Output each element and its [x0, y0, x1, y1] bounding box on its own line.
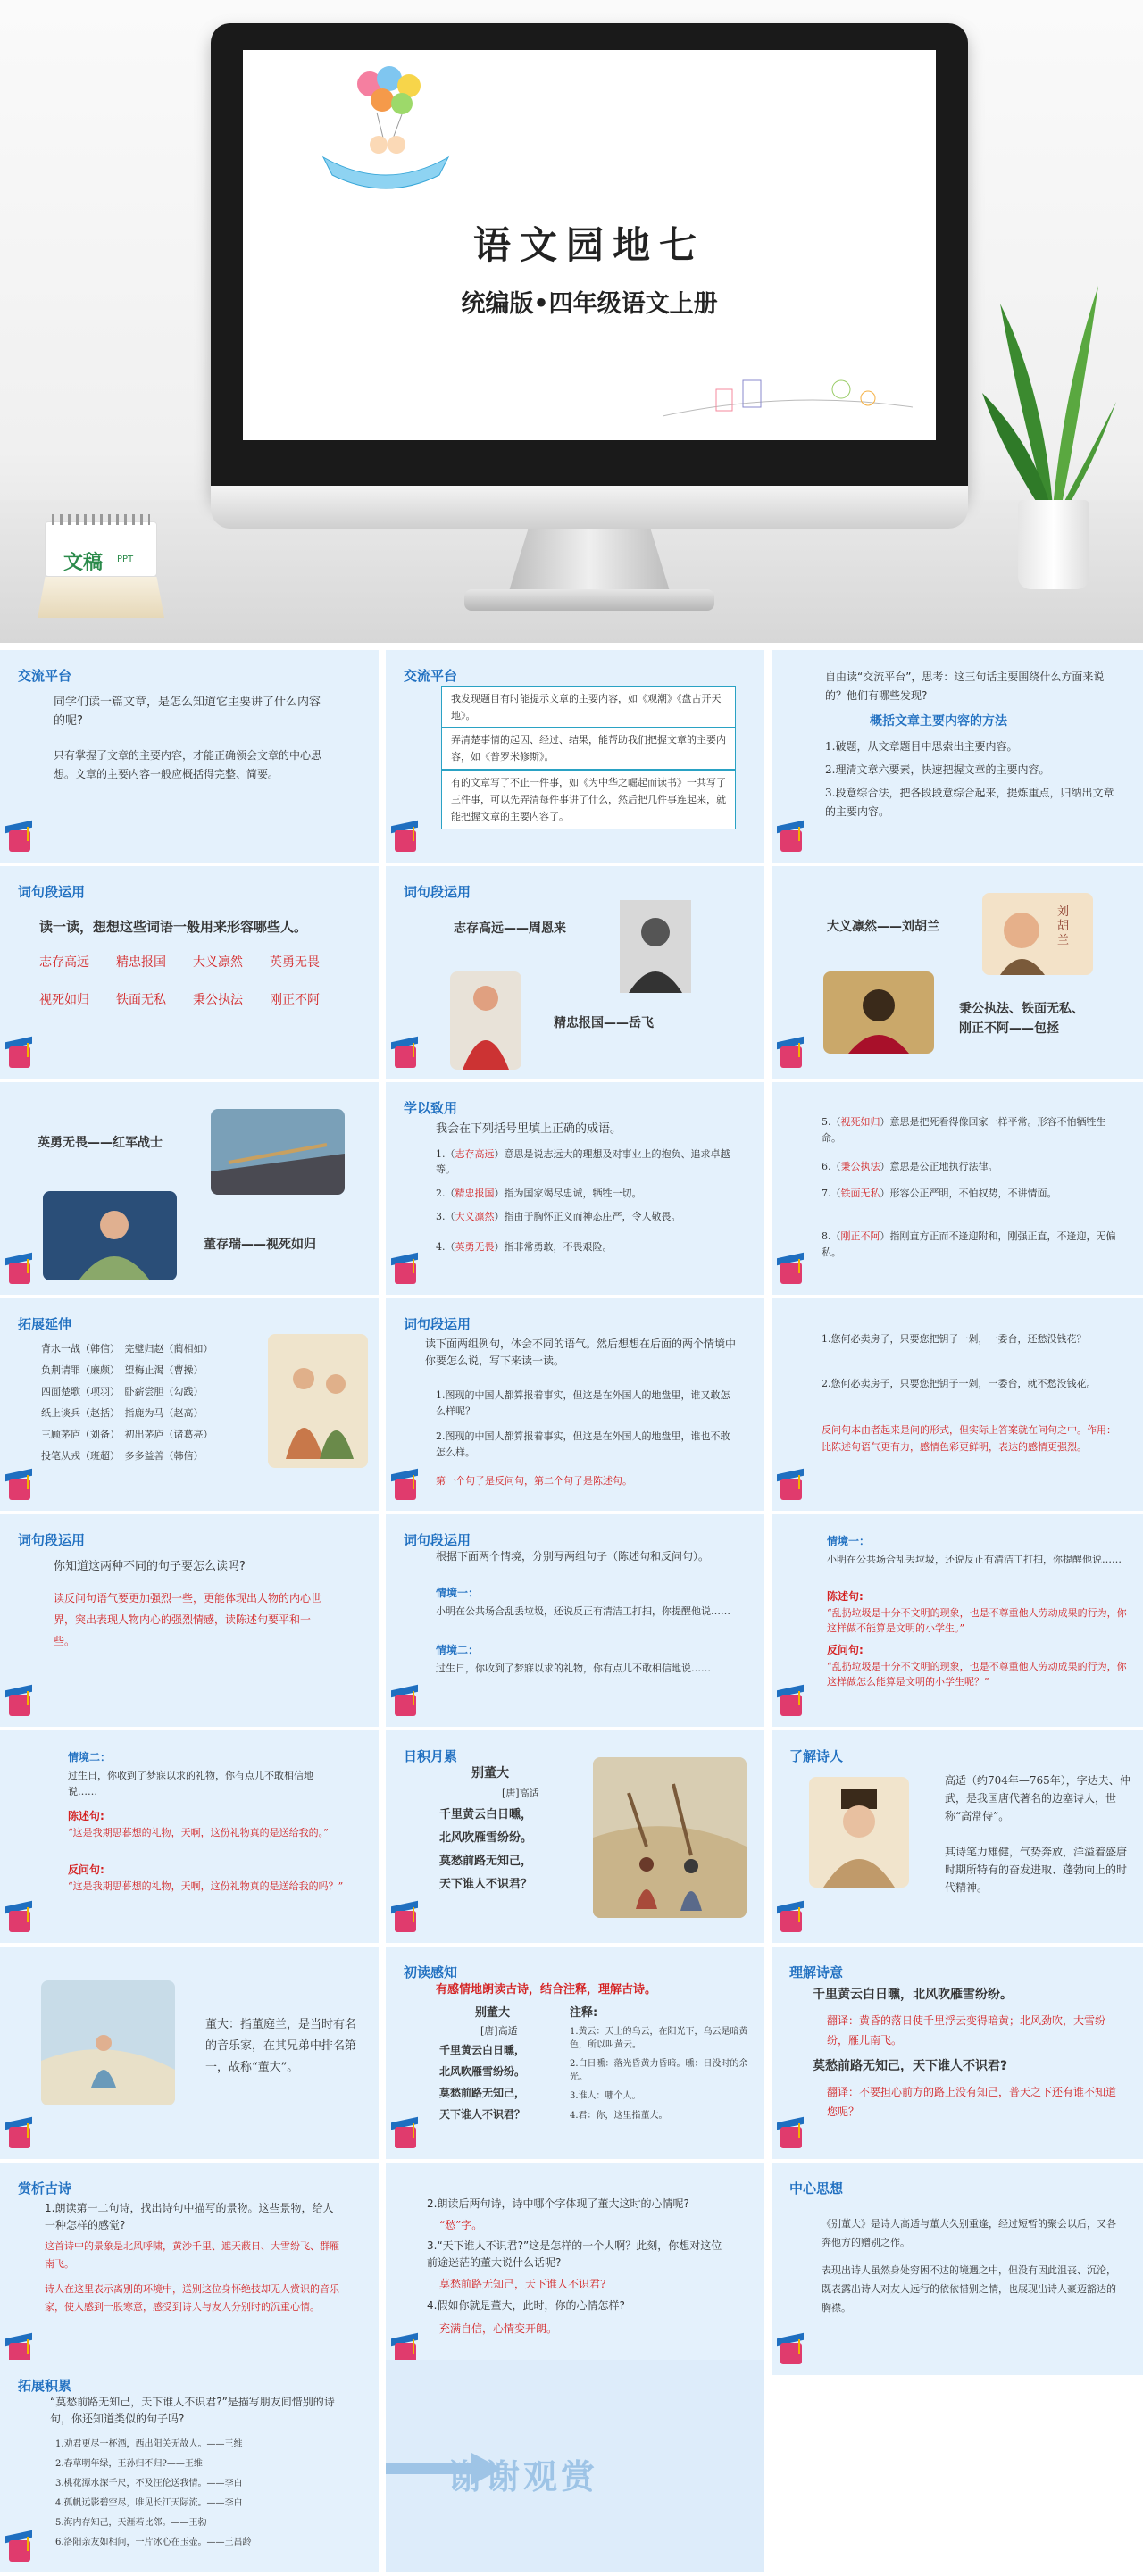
verse-5: 5.海内存知己，天涯若比邻。——王勃 [55, 2518, 207, 2528]
book-icon [777, 2114, 807, 2152]
scenario-1-text: 小明在公共场合乱丢垃圾，还说反正有清洁工打扫，你提醒他说…… [436, 1605, 730, 1617]
scenario-1-text: 小明在公共场合乱丢垃圾，还说反正有清洁工打扫，你提醒他说…… [827, 1554, 1122, 1565]
scenario-1-label: 情境一： [827, 1535, 871, 1547]
tip-box-3: 有的文章写了不止一件事，如《为中华之崛起而读书》一共写了三件事，可以先弄清每件事讲了什么，然后把几件事连起来，就能把握文章的主要内容了。 [441, 770, 736, 829]
scenario-2-label: 情境二： [68, 1751, 112, 1763]
logo-text: 文稿 [63, 552, 104, 574]
poet-style: 其诗笔力雄健，气势奔放，洋溢着盛唐时期所特有的奋发进取、蓬勃向上的时代精神。 [945, 1846, 1128, 1894]
book-icon [5, 2528, 36, 2565]
slide-appreciation-1 [0, 2163, 379, 2375]
slide-scenario-2-answers [0, 1730, 379, 1943]
slide-poem [386, 1730, 764, 1943]
idiom-row-6: 投笔从戎（班超） 多多益善（韩信） [41, 1450, 204, 1462]
fill-item-1: 1.（志存高远）意思是说志远大的理想及对事业上的抱负、追求卓越等。 [436, 1148, 730, 1175]
book-icon [5, 1898, 36, 1936]
poem-couplet-1: 千里黄云白日曛，北风吹雁雪纷纷。 [813, 1988, 1013, 2002]
question-2: 2.朗读后两句诗，诗中哪个字体现了董大这时的心情呢? [427, 2197, 689, 2210]
logo-sub: PPT [117, 554, 134, 564]
word-2: 精忠报国 [116, 955, 166, 970]
calendar-stand [38, 577, 164, 618]
poem-title: 别董大 [471, 1766, 509, 1780]
idiom-row-3: 四面楚歌（项羽） 卧薪尝胆（勾践） [41, 1386, 204, 1397]
question-3: 3.“天下谁人不识君?”这是怎样的一个人啊？此刻，你想对这位前途迷茫的董大说什么话呢? [427, 2239, 722, 2269]
notes-title: 注释: [570, 2006, 598, 2020]
slide-methods [772, 650, 1143, 863]
question-text: 你知道这两种不同的句子要怎么读吗? [54, 1560, 246, 1573]
slide-thanks [386, 2360, 764, 2572]
painting-red-army [211, 1109, 345, 1195]
intro-text: 读下面两组例句，体会不同的语气。然后想想在后面的两个情境中你要怎么说，写下来读一读。 [425, 1338, 737, 1367]
example-note: 第一个句子是反问句，第二个句子是陈述句。 [436, 1475, 632, 1487]
word-5: 视死如归 [39, 993, 89, 1007]
example-2: 2.图现的中国人都算报着事实，但这是在外国人的地盘里，谁也不敢怎么样。 [436, 1430, 730, 1458]
rhetorical-label: 反问句: [827, 1644, 864, 1656]
book-icon [391, 1898, 421, 1936]
answer-3: 莫愁前路无知己，天下谁人不识君? [439, 2278, 606, 2290]
slide-apply-1 [386, 1082, 764, 1295]
slide-header: 词句段运用 [404, 884, 471, 900]
slide-words [0, 866, 379, 1079]
slide-extension [0, 2360, 379, 2572]
slide-header: 初读感知 [404, 1964, 458, 1980]
book-icon [5, 1034, 36, 1071]
painting-yue-fei [450, 971, 521, 1070]
idiom-row-2: 负荆请罪（廉颇） 望梅止渴（曹操） [41, 1364, 204, 1376]
tip-box-2: 弄清楚事情的起因、经过、结果，能帮助我们把握文章的主要内容，如《普罗米修斯》。 [441, 727, 736, 770]
dong-da-note: 董大：指董庭兰，是当时有名的音乐家，在其兄弟中排名第一，故称“董大”。 [205, 2018, 357, 2074]
slide-scenarios [386, 1514, 764, 1727]
monitor [211, 23, 968, 505]
word-4: 英勇无畏 [270, 955, 320, 970]
slide-tone-1 [386, 1298, 764, 1511]
pair-liu-hulan: 大义凛然——刘胡兰 [827, 920, 939, 934]
instruction: 有感情地朗读古诗，结合注释，理解古诗。 [436, 1983, 657, 1997]
body-text: 只有掌握了文章的主要内容，才能正确领会文章的中心思想。文章的主要内容一般应概括得完整、简要。 [54, 749, 322, 780]
pair-yue-fei: 精忠报国——岳飞 [554, 1016, 654, 1030]
town-doodle [663, 354, 913, 425]
answer-text: 读反问句语气要更加强烈一些，更能体现出人物的内心世界，突出表现人物内心的强烈情感，读陈述句要平和一些。 [54, 1592, 322, 1647]
rhetorical-answer: “乱扔垃圾是十分不文明的现象，也是不尊重他人劳动成果的行为，你这样做怎么能算是文明的小学生呢？” [827, 1661, 1127, 1688]
verse-1: 1.劝君更尽一杯酒，西出阳关无故人。——王维 [55, 2439, 243, 2449]
idiom-row-1: 背水一战（韩信） 完璧归赵（蔺相如） [41, 1343, 213, 1355]
book-icon [391, 1250, 421, 1288]
calendar-rings [52, 514, 150, 525]
book-icon [5, 1250, 36, 1288]
book-icon [391, 2114, 421, 2152]
slide-header: 学以致用 [404, 1100, 458, 1116]
question-text: 1.朗读第一二句诗，找出诗句中描写的景物。这些景物，给人一种怎样的感觉? [45, 2202, 334, 2231]
slide-exchange-1 [0, 650, 379, 863]
method-2: 2.理清文章六要素，快速把握文章的主要内容。 [825, 763, 1050, 776]
plant-pot [1018, 500, 1089, 589]
illustration-dong-da [41, 1980, 175, 2105]
method-3: 3.段意综合法，把各段段意综合起来，提炼重点，归纳出文章的主要内容。 [825, 787, 1114, 818]
slide-exchange-2 [386, 650, 764, 863]
example-1: 1.图现的中国人都算报着事实，但这是在外国人的地盘里，谁又敢怎么样呢？ [436, 1389, 730, 1417]
painting-dong-cunrui [43, 1191, 177, 1280]
portrait-zhou-enlai [620, 900, 691, 993]
word-6: 铁面无私 [116, 993, 166, 1007]
slide-header: 拓展延伸 [18, 1316, 72, 1332]
fill-item-2: 2.（精忠报国）指为国家竭尽忠诚，牺牲一切。 [436, 1188, 642, 1199]
slide-header: 词句段运用 [18, 1532, 86, 1548]
slide-header: 词句段运用 [404, 1316, 471, 1332]
rhetorical-answer: “这是我期思暮想的礼物，天啊，这份礼物真的是送给我的吗？” [68, 1880, 344, 1892]
statement-label: 陈述句: [827, 1590, 864, 1603]
slide-header: 了解诗人 [789, 1748, 844, 1764]
central-idea-2: 表现出诗人虽然身处穷困不达的境遇之中，但没有因此沮丧、沉沦，既表露出诗人对友人远行的依依惜别之情，也展现出诗人豪迈豁达的胸襟。 [822, 2264, 1116, 2313]
intro-text: 自由读“交流平台”，思考：这三句话主要围绕什么方面来说的？他们有哪些发现? [825, 671, 1105, 702]
answer-2: “愁”字。 [439, 2219, 483, 2231]
statement-answer: “乱扔垃圾是十分不文明的现象，也是不尊重他人劳动成果的行为，你这样做不能算是文明的小学生。” [827, 1607, 1127, 1634]
book-icon [5, 1466, 36, 1504]
intro-text: “莫愁前路无知己，天下谁人不识君?”是描写朋友间惜别的诗句，你还知道类似的句子吗? [50, 2396, 335, 2425]
translation-2: 翻译：不要担心前方的路上没有知己，普天之下还有谁不知道您呢？ [827, 2086, 1117, 2118]
tip-box-1: 我发现题目有时能提示文章的主要内容，如《观潮》《盘古开天地》。 [441, 686, 736, 729]
book-icon [777, 818, 807, 855]
book-icon [391, 818, 421, 855]
example-4: 2.您何必卖房子，只要您把钥子一剁，一委台，就不愁没钱花。 [822, 1378, 1097, 1389]
monitor-screen [243, 50, 936, 440]
slide-scenario-1-answers [772, 1514, 1143, 1727]
monitor-stand [509, 529, 670, 591]
poem-author: [唐]高适 [480, 2025, 518, 2037]
book-icon [777, 1682, 807, 1720]
painting-bao-zheng [823, 971, 934, 1054]
portrait-gao-shi [809, 1777, 909, 1888]
poem-line-2: 北风吹雁雪纷纷。 [439, 2065, 526, 2078]
slide-appreciation-2 [386, 2163, 764, 2375]
book-icon [391, 1466, 421, 1504]
word-8: 刚正不阿 [270, 993, 320, 1007]
slide-header: 词句段运用 [404, 1532, 471, 1548]
intro-text: 根据下面两个情境，分别写两组句子（陈述句和反问句）。 [436, 1550, 710, 1563]
verse-3: 3.桃花潭水深千尺，不及汪伦送我情。——李白 [55, 2479, 243, 2488]
monitor-chin [211, 486, 968, 529]
pair-red-army: 英勇无畏——红军战士 [38, 1136, 163, 1150]
slide-red-army [0, 1082, 379, 1295]
cover-subtitle: 统编版•四年级语文上册 [461, 290, 718, 318]
example-3: 1.您何必卖房子，只要您把钥子一剁，一委台，还愁没钱花？ [822, 1333, 1087, 1345]
thanks-text: 谢谢观赏 [448, 2457, 599, 2497]
rhetorical-label: 反问句: [68, 1863, 104, 1876]
book-icon [5, 818, 36, 855]
fill-item-7: 7.（铁面无私）形容公正严明，不怕权势，不讲情面。 [822, 1188, 1057, 1199]
poem-line-3: 莫愁前路无知己， [439, 2087, 526, 2099]
slide-central-idea [772, 2163, 1143, 2375]
fill-item-8: 8.（刚正不阿）指刚直方正而不逢迎附和，刚强正直，不逢迎，无偏私。 [822, 1230, 1116, 1258]
answer-1: 这首诗中的景象是北风呼啸，黄沙千里、遮天蔽日、大雪纷飞、群雁南飞。 [45, 2240, 339, 2270]
statement-label: 陈述句: [68, 1810, 104, 1822]
slide-poet [772, 1730, 1143, 1943]
note-2: 2.白日曛：落光昏黄力昏暗。曛：日没时的余光。 [570, 2059, 748, 2082]
slide-header: 词句段运用 [18, 884, 86, 900]
fill-item-4: 4.（英勇无畏）指非常勇敢，不畏艰险。 [436, 1241, 613, 1253]
book-icon [777, 1466, 807, 1504]
slide-header: 赏析古诗 [18, 2180, 72, 2197]
scenario-2-label: 情境二： [436, 1644, 480, 1656]
fill-item-6: 6.（秉公执法）意思是公正地执行法律。 [822, 1161, 998, 1172]
poem-line-4: 天下谁人不识君？ [439, 1878, 533, 1891]
answer-4: 充满自信，心情变开朗。 [439, 2322, 558, 2335]
poem-line-4: 天下谁人不识君？ [439, 2108, 526, 2121]
desk-calendar [38, 505, 164, 621]
pair-bao-zheng-1: 秉公执法、铁面无私、 [959, 1002, 1084, 1016]
idiom-row-5: 三顾茅庐（刘备） 初出茅庐（诸葛亮） [41, 1429, 213, 1440]
note-3: 3.谁人：哪个人。 [570, 2091, 641, 2101]
slide-tone-2 [772, 1298, 1143, 1511]
slide-idioms-people [0, 1298, 379, 1511]
scenario-2-text: 过生日，你收到了梦寐以求的礼物，你有点儿不敢相信地说…… [436, 1663, 711, 1674]
slide-zhou-yuefei [386, 866, 764, 1079]
slide-header: 理解诗意 [789, 1964, 844, 1980]
slide-first-reading [386, 1947, 764, 2159]
note-1: 1.黄云：天上的乌云，在阳光下，乌云是暗黄色，所以叫黄云。 [570, 2027, 748, 2050]
scenario-1-label: 情境一： [436, 1587, 480, 1599]
slide-meaning [772, 1947, 1143, 2159]
slide-header: 中心思想 [789, 2180, 844, 2197]
book-icon [777, 1034, 807, 1071]
word-7: 秉公执法 [193, 993, 243, 1007]
poem-line-3: 莫愁前路无知己， [439, 1855, 533, 1868]
slide-apply-2 [772, 1082, 1143, 1295]
poem-couplet-2: 莫愁前路无知己，天下谁人不识君? [813, 2059, 1008, 2073]
question-text: 同学们读一篇文章，是怎么知道它主要讲了什么内容的呢? [54, 696, 321, 728]
illustration-ancient-figures [268, 1334, 368, 1468]
intro-text: 我会在下列括号里填上正确的成语。 [436, 1122, 622, 1136]
question-4: 4.假如你就是董大，此时，你的心情怎样? [427, 2299, 625, 2312]
central-idea-1: 《别董大》是诗人高适与董大久别重逢，经过短暂的聚会以后，又各奔他方的赠别之作。 [822, 2218, 1116, 2248]
slide-header: 日积月累 [404, 1748, 458, 1764]
slide-header: 交流平台 [18, 668, 72, 684]
translation-1: 翻译：黄昏的落日使千里浮云变得暗黄；北风劲吹，大雪纷纷，雁儿南飞。 [827, 2014, 1106, 2047]
fill-item-3: 3.（大义凛然）指由于胸怀正义而神态庄严，令人敬畏。 [436, 1211, 681, 1222]
rhetorical-note: 反问句本由者起来是问的形式，但实际上答案就在问句之中。作用：比陈述句语气更有力，感情色彩更鲜明，表达的感情更强烈。 [822, 1424, 1116, 1453]
poem-line-1: 千里黄云白日曛， [439, 1808, 533, 1822]
slide-header: 交流平台 [404, 668, 458, 684]
instruction: 读一读，想想这些词语一般用来形容哪些人。 [39, 919, 308, 935]
monitor-base [464, 589, 714, 611]
verse-2: 2.春草明年绿，王孙归不归?——王维 [55, 2459, 203, 2469]
book-icon [777, 1898, 807, 1936]
book-icon [5, 1682, 36, 1720]
portrait-liu-hulan [982, 893, 1093, 975]
poem-line-1: 千里黄云白日曛， [439, 2044, 526, 2056]
slide-dong-da [0, 1947, 379, 2159]
poet-intro: 高适（约704年—765年），字达夫、仲武，是我国唐代著名的边塞诗人，世称“高常侍”。 [945, 1774, 1130, 1822]
statement-answer: “这是我期思暮想的礼物，天啊，这份礼物真的是送给我的。” [68, 1827, 329, 1838]
calendar-paper [45, 521, 157, 577]
scenario-2-text: 过生日，你收到了梦寐以求的礼物，你有点儿不敢相信地说…… [68, 1770, 313, 1797]
slide-liu-baozheng [772, 866, 1143, 1079]
note-4: 4.君：你，这里指董大。 [570, 2111, 668, 2121]
answer-2: 诗人在这里表示离别的环境中，送别这位身怀绝技却无人赏识的音乐家，使人感到一股寒意，感受到诗人与友人分别时的沉重心情。 [45, 2283, 339, 2313]
poem-author: [唐]高适 [502, 1788, 539, 1799]
pair-bao-zheng-2: 刚正不阿——包拯 [959, 1021, 1059, 1036]
verse-4: 4.孤帆远影碧空尽，唯见长江天际流。——李白 [55, 2498, 243, 2508]
balloon-boat-illustration [296, 59, 466, 211]
word-1: 志存高远 [39, 955, 89, 970]
pair-dong-cunrui: 董存瑞——视死如归 [204, 1238, 316, 1252]
pair-zhou-enlai: 志存高远——周恩来 [454, 921, 566, 936]
book-icon [777, 2330, 807, 2368]
fill-item-5: 5.（视死如归）意思是把死看得像回家一样平常。形容不怕牺牲生命。 [822, 1116, 1106, 1144]
poem-title: 别董大 [475, 2006, 511, 2020]
portrait-stamp: 刘胡兰 [1057, 905, 1070, 947]
word-3: 大义凛然 [193, 955, 243, 970]
poem-illustration [593, 1757, 747, 1918]
cover-scene [0, 0, 1143, 643]
slide-reading-tone [0, 1514, 379, 1727]
method-1: 1.破题，从文章题目中思索出主要内容。 [825, 740, 1018, 753]
verse-6: 6.洛阳亲友如相问，一片冰心在玉壶。——王昌龄 [55, 2538, 252, 2547]
methods-title: 概括文章主要内容的方法 [870, 714, 1007, 729]
poem-line-2: 北风吹雁雪纷纷。 [439, 1831, 533, 1845]
book-icon [5, 2114, 36, 2152]
book-icon [777, 1250, 807, 1288]
idiom-row-4: 纸上谈兵（赵括） 指鹿为马（赵高） [41, 1407, 204, 1419]
slide-header: 拓展积累 [18, 2378, 72, 2394]
book-icon [391, 1682, 421, 1720]
book-icon [391, 1034, 421, 1071]
cover-title: 语文园地七 [472, 223, 705, 267]
